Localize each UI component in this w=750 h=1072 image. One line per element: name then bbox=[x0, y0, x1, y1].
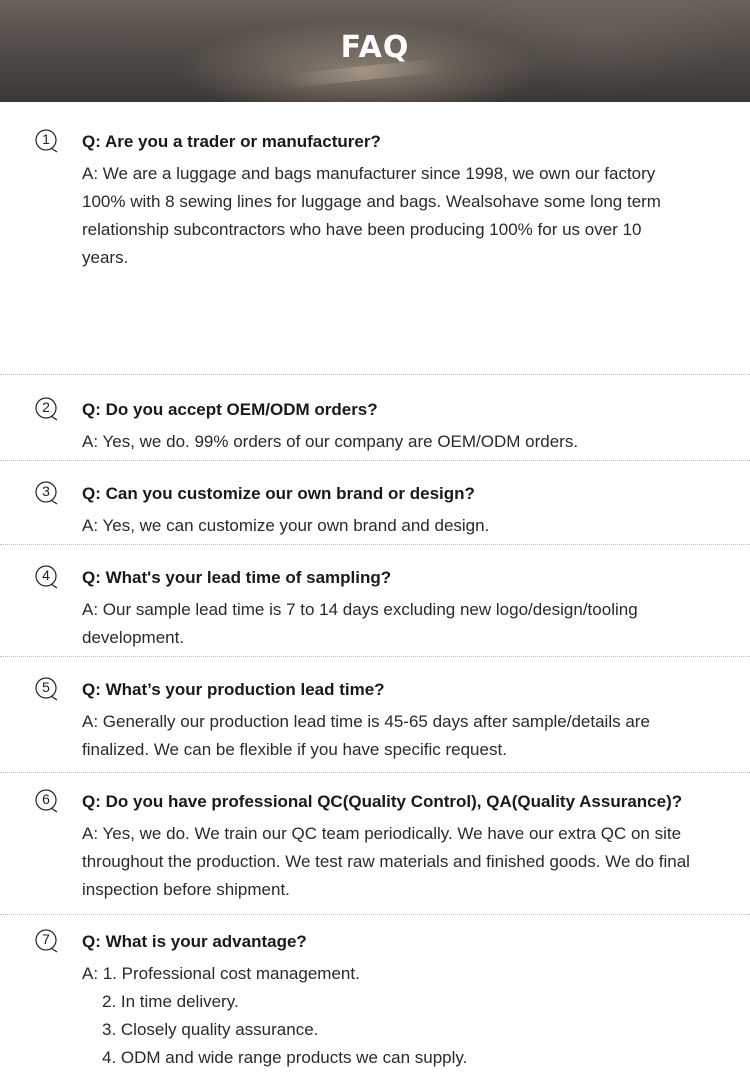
faq-answer bbox=[82, 960, 737, 1072]
answer-line: 100% with 8 sewing lines for luggage and bags. Wealsohave some long term bbox=[82, 192, 661, 211]
answer-line: development. bbox=[82, 628, 185, 647]
answer-line: A: 1. Professional cost management. bbox=[82, 964, 360, 983]
answer-line: 3. Closely quality assurance. bbox=[102, 1020, 319, 1039]
circled-number-icon bbox=[34, 396, 60, 422]
faq-question: Q: Do you accept OEM/ODM orders? bbox=[82, 400, 378, 419]
faq-number: 3 bbox=[42, 483, 50, 499]
divider bbox=[0, 772, 750, 773]
circled-number-icon bbox=[34, 564, 60, 590]
faq-number: 6 bbox=[42, 791, 50, 807]
divider bbox=[0, 460, 750, 461]
answer-line: finalized. We can be flexible if you have specific request. bbox=[82, 740, 507, 759]
circled-number-icon bbox=[34, 676, 60, 702]
divider bbox=[0, 544, 750, 545]
circled-number-icon bbox=[34, 480, 60, 506]
divider bbox=[0, 914, 750, 915]
faq-answer bbox=[82, 512, 737, 540]
faq-number: 5 bbox=[42, 679, 50, 695]
answer-line: relationship subcontractors who have been producing 100% for us over 10 bbox=[82, 220, 642, 239]
answer-line: A: Our sample lead time is 7 to 14 days excluding new logo/design/tooling bbox=[82, 600, 638, 619]
answer-line: A: We are a luggage and bags manufacturer since 1998, we own our factory bbox=[82, 164, 656, 183]
answer-line: A: Yes, we do. We train our QC team periodically. We have our extra QC on site bbox=[82, 824, 682, 843]
faq-answer bbox=[82, 160, 737, 272]
circled-number-icon bbox=[34, 788, 60, 814]
faq-question: Q: What's your lead time of sampling? bbox=[82, 568, 392, 587]
faq-number: 2 bbox=[42, 399, 50, 415]
faq-answer bbox=[82, 820, 737, 904]
faq-question: Q: What is your advantage? bbox=[82, 932, 307, 951]
answer-line: 4. ODM and wide range products we can supply. bbox=[102, 1048, 468, 1067]
divider bbox=[0, 656, 750, 657]
faq-banner bbox=[0, 0, 750, 102]
faq-answer bbox=[82, 596, 737, 652]
answer-line: throughout the production. We test raw materials and finished goods. We do final bbox=[82, 852, 690, 871]
answer-line: A: Generally our production lead time is 45-65 days after sample/details are bbox=[82, 712, 650, 731]
page-title: FAQ bbox=[340, 30, 410, 65]
faq-question: Q: Can you customize our own brand or design? bbox=[82, 484, 475, 503]
answer-line: 2. In time delivery. bbox=[102, 992, 239, 1011]
faq-answer bbox=[82, 708, 737, 764]
faq-question: Q: What’s your production lead time? bbox=[82, 680, 385, 699]
answer-line: inspection before shipment. bbox=[82, 880, 290, 899]
faq-number: 1 bbox=[42, 131, 50, 147]
divider bbox=[0, 374, 750, 375]
faq-question: Q: Are you a trader or manufacturer? bbox=[82, 132, 381, 151]
circled-number-icon bbox=[34, 128, 60, 154]
answer-line: years. bbox=[82, 248, 129, 267]
faq-number: 7 bbox=[42, 931, 50, 947]
faq-question: Q: Do you have professional QC(Quality Control), QA(Quality Assurance)? bbox=[82, 792, 683, 811]
answer-line: A: Yes, we do. 99% orders of our company are OEM/ODM orders. bbox=[82, 432, 579, 451]
circled-number-icon bbox=[34, 928, 60, 954]
faq-answer bbox=[82, 428, 737, 456]
answer-line: A: Yes, we can customize your own brand and design. bbox=[82, 516, 490, 535]
faq-number: 4 bbox=[42, 567, 50, 583]
